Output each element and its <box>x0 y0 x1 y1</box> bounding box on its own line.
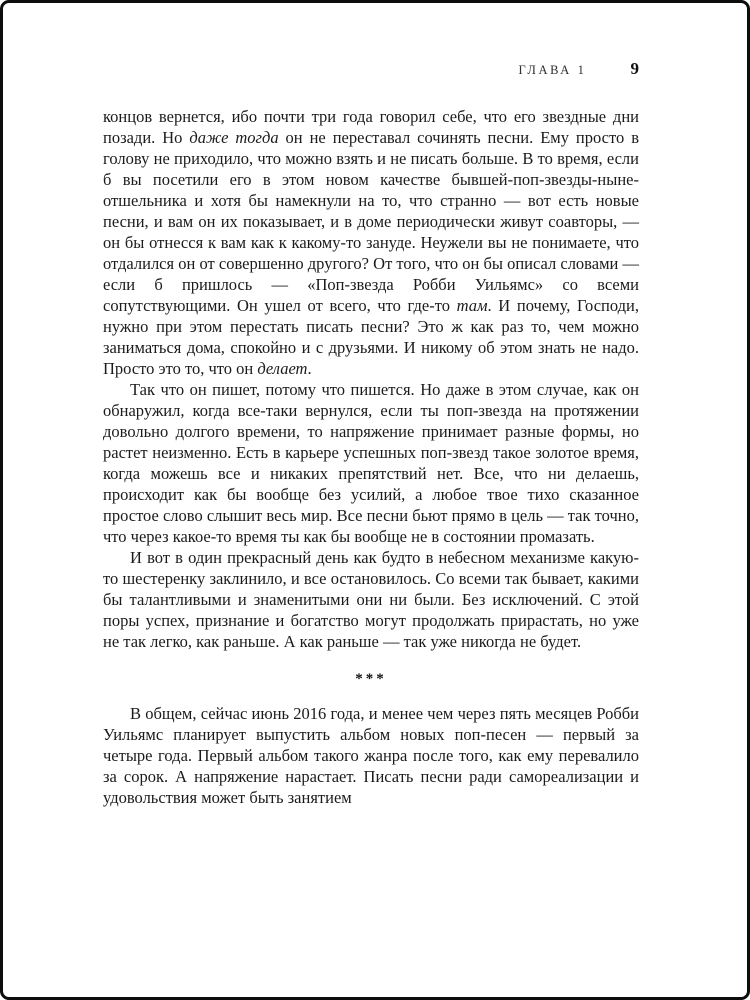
body-text: он не переставал сочинять песни. Ему просто в голову не приходило, что можно взять и не писать больше. В то время, если б вы посетили его в этом новом качестве бывшей-поп-звезды-ныне-отшельника и хотя бы намекнули на то, что странно — вот есть новые песни, и вам он их показывает, и в доме периодически живут соавторы, — он бы отнесся к вам как к какому-то зануде. Неужели вы не понимаете, что отдалился он от совершенно другого? От того, что он бы описал словами — если б пришлось — «Поп-звезда Робби Уильямс» со всеми сопутствующими. Он ушел от всего, что где-то <box>103 128 639 315</box>
paragraph <box>103 106 639 379</box>
italic-text: делает <box>257 359 308 378</box>
page-body <box>103 106 639 808</box>
page-number: 9 <box>630 59 639 78</box>
body-text: И вот в один прекрасный день как будто в небесном механизме какую-то шестеренку заклинило, и все остановилось. Со всеми так бывает, какими бы талантливыми и знаменитыми они ни были. Без исключений. С этой поры успех, признание и богатство могут продолжать прирастать, но уже не так легко, как раньше. А как раньше — так уже никогда не будет. <box>103 548 639 651</box>
body-text: . <box>307 359 312 378</box>
chapter-heading: ГЛАВА 1 <box>518 63 587 77</box>
paragraph <box>103 547 639 652</box>
body-text: концов вернется, ибо почти три года говорил себе, что его звездные дни позади. Но <box>103 107 639 147</box>
body-text: В общем, сейчас июнь 2016 года, и менее чем через пять месяцев Робби Уильямс планирует выпустить альбом новых поп-песен — первый за четыре года. Первый альбом такого жанра после того, как ему перевалило за сорок. А напряжение нарастает. Писать песни ради самореализации и удовольствия может быть занятием <box>103 704 639 807</box>
italic-text: там <box>456 296 488 315</box>
paragraph <box>103 379 639 547</box>
page-header <box>103 59 639 79</box>
paragraph <box>103 703 639 808</box>
body-text: . И почему, Господи, нужно при этом перестать писать песни? Это ж как раз то, чем можно заниматься дома, спокойно и с друзьями. И никому об этом знать не надо. Просто это то, что он <box>103 296 639 378</box>
italic-text: даже тогда <box>189 128 279 147</box>
section-separator: *** <box>355 671 387 687</box>
body-text: Так что он пишет, потому что пишется. Но даже в этом случае, как он обнаружил, когда все-таки вернулся, если ты поп-звезда на протяжении довольно долгого времени, то напряжение принимает разные формы, но растет неизменно. Есть в карьере успешных поп-звезд такое золотое время, когда можешь все и никаких препятствий нет. Все, что ни делаешь, происходит как бы вообще без усилий, а любое твое тихо сказанное простое слово слышит весь мир. Все песни бьют прямо в цель — так точно, что через какое-то время ты как бы вообще не в состоянии промазать. <box>103 380 639 546</box>
